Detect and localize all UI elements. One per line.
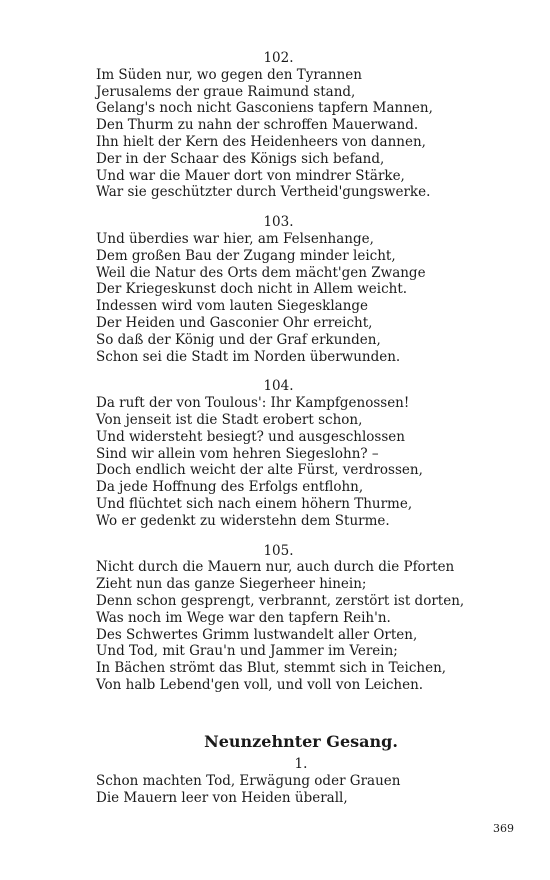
verse-line: Und überdies war hier, am Felsenhange, — [96, 230, 374, 247]
verse-line: Da ruft der von Toulous': Ihr Kampfgenossen! — [96, 395, 410, 412]
verse-line: Denn schon gesprengt, verbrannt, zerstört ist dorten, — [96, 592, 465, 609]
verse-line: Schon sei die Stadt im Norden überwunden. — [96, 348, 401, 365]
canto-stanza-1 — [96, 756, 506, 806]
stanza-number: 103. — [263, 214, 294, 231]
stanza-102 — [96, 50, 456, 201]
poem-body — [96, 50, 465, 707]
verse-line: Was noch im Wege war den tapfern Reih'n. — [96, 609, 391, 626]
verse-line: Und widersteht besiegt? und ausgeschlossen — [96, 428, 405, 445]
verse-line: Jerusalems der graue Raimund stand, — [96, 83, 356, 100]
verse-line: Wo er gedenkt zu widerstehn dem Sturme. — [96, 512, 390, 529]
verse-line: War sie geschützter durch Vertheid'gungswerke. — [96, 184, 431, 201]
verse-line: Nicht durch die Mauern nur, auch durch die Pforten — [96, 559, 455, 576]
verse-line: Da jede Hoffnung des Erfolgs entflohn, — [96, 479, 364, 496]
verse-line: Und Tod, mit Grau'n und Jammer im Verein; — [96, 643, 398, 660]
verse-line: Der Kriegeskunst doch nicht in Allem weicht. — [96, 281, 408, 298]
page-number: 369 — [493, 822, 514, 835]
verse-line: Und flüchtet sich nach einem höhern Thurme, — [96, 495, 413, 512]
stanza-number: 105. — [263, 542, 294, 559]
stanza-number: 104. — [263, 378, 294, 395]
stanza-104 — [96, 378, 456, 529]
verse-line: Von jenseit ist die Stadt erobert schon, — [96, 411, 363, 428]
verse-line: Sind wir allein vom hehren Siegeslohn? – — [96, 445, 379, 462]
verse-line: Und war die Mauer dort von mindrer Stärke, — [96, 167, 405, 184]
stanza-103 — [96, 214, 456, 365]
verse-line: Ihn hielt der Kern des Heidenheers von dannen, — [96, 133, 426, 150]
verse-line: Schon machten Tod, Erwägung oder Grauen — [96, 772, 401, 789]
verse-line: Der Heiden und Gasconier Ohr erreicht, — [96, 314, 373, 331]
verse-line: Der in der Schaar des Königs sich befand, — [96, 150, 385, 167]
canto-heading: Neunzehnter Gesang. — [204, 732, 398, 751]
verse-line: Weil die Natur des Orts dem mächt'gen Zwange — [96, 264, 426, 281]
verse-line: So daß der König und der Graf erkunden, — [96, 331, 381, 348]
verse-line: Dem großen Bau der Zugang minder leicht, — [96, 247, 396, 264]
verse-line: Im Süden nur, wo gegen den Tyrannen — [96, 66, 362, 83]
verse-line: Zieht nun das ganze Siegerheer hinein; — [96, 576, 367, 593]
verse-line: Von halb Lebend'gen voll, und voll von Leichen. — [96, 676, 424, 693]
stanza-number: 102. — [263, 50, 294, 66]
verse-line: Die Mauern leer von Heiden überall, — [96, 789, 348, 806]
verse-line: Doch endlich weicht der alte Fürst, verdrossen, — [96, 462, 423, 479]
verse-line: In Bächen strömt das Blut, stemmt sich in Teichen, — [96, 660, 447, 677]
verse-line: Gelang's noch nicht Gasconiens tapfern Mannen, — [96, 100, 433, 117]
verse-line: Den Thurm zu nahn der schroffen Mauerwand. — [96, 117, 419, 134]
stanza-number: 1. — [294, 756, 308, 772]
stanza-105 — [96, 542, 465, 694]
verse-line: Des Schwertes Grimm lustwandelt aller Orten, — [96, 626, 418, 643]
verse-line: Indessen wird vom lauten Siegesklange — [96, 298, 369, 315]
